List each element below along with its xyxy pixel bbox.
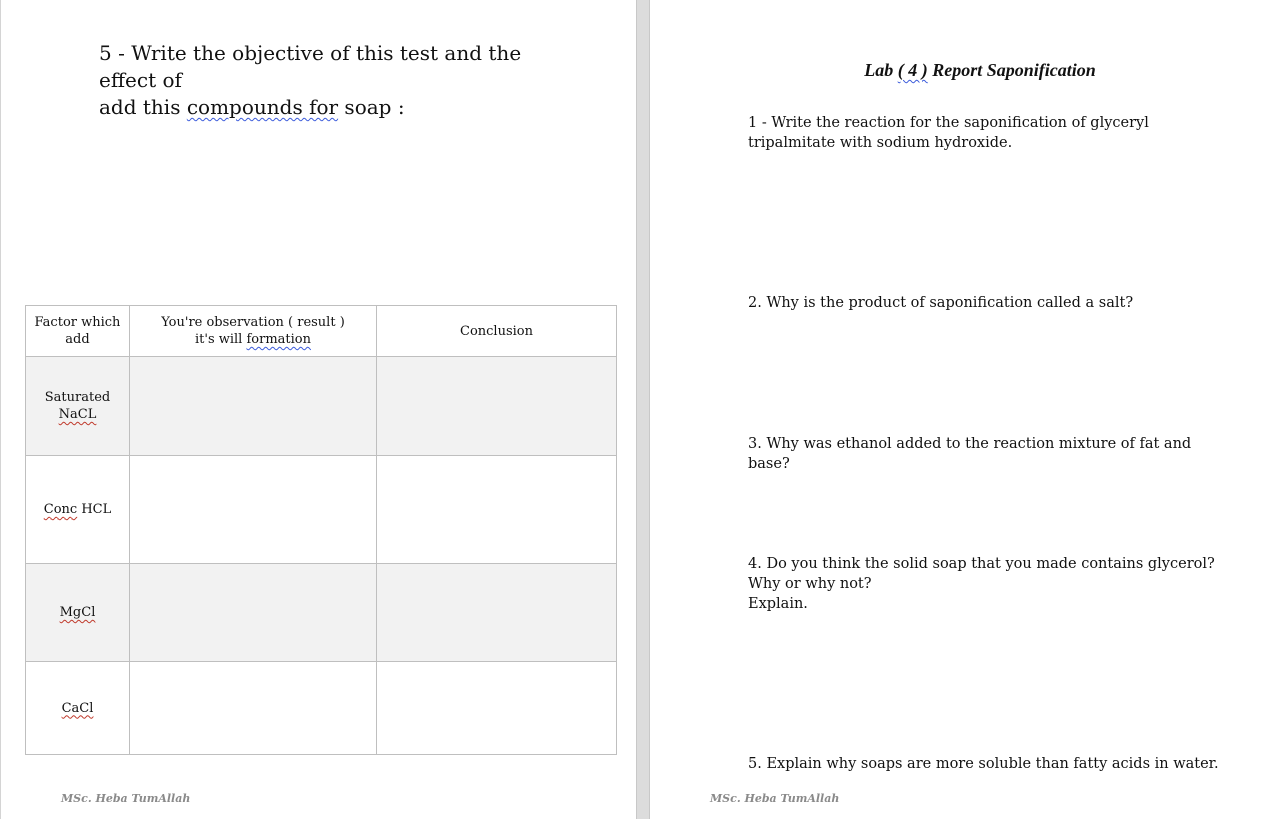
- question-5: [99, 40, 579, 121]
- cell-factor[interactable]: [26, 456, 130, 564]
- table-header-row: [26, 306, 617, 357]
- question-5-right: 5. Explain why soaps are more soluble than fatty acids in water.: [748, 756, 1219, 772]
- lab-title-prefix: Lab: [864, 60, 898, 80]
- grammar-flagged-text: formation: [246, 332, 311, 347]
- table-row: [26, 564, 617, 662]
- grammar-flagged-text: compounds for: [186, 95, 339, 119]
- header-observation-line1: You're observation ( result ): [161, 315, 345, 330]
- page-footer: MSc. Heba TumAllah: [61, 792, 191, 805]
- factor-prefix: Saturated: [44, 390, 111, 405]
- page-right[interactable]: [650, 0, 1285, 819]
- cell-observation[interactable]: [130, 456, 377, 564]
- table-row: [26, 456, 617, 564]
- table-row: [26, 662, 617, 755]
- cell-conclusion[interactable]: [377, 564, 617, 662]
- header-observation-line2-prefix: it's will: [194, 332, 247, 347]
- grammar-flagged-text: ( 4 ): [897, 60, 928, 80]
- page-footer: MSc. Heba TumAllah: [710, 792, 840, 805]
- page-gutter: [636, 0, 650, 819]
- cell-factor[interactable]: [26, 662, 130, 755]
- cell-conclusion[interactable]: [377, 357, 617, 456]
- question-5-line2: [99, 94, 579, 121]
- page-left[interactable]: [0, 0, 636, 819]
- factor-suffix: HCL: [77, 502, 112, 517]
- question-5-line1: 5 - Write the objective of this test and the effect of: [99, 41, 522, 92]
- cell-observation[interactable]: [130, 357, 377, 456]
- question-4-line2: Explain.: [748, 596, 808, 612]
- header-factor-line2: add: [65, 332, 90, 347]
- header-factor-line1: Factor which: [34, 315, 121, 330]
- spelling-flagged-text: NaCL: [58, 407, 97, 422]
- question-5-line2-prefix: add this: [99, 95, 187, 119]
- table-row: [26, 357, 617, 456]
- cell-conclusion[interactable]: [377, 662, 617, 755]
- observation-table: [25, 305, 617, 755]
- cell-observation[interactable]: [130, 564, 377, 662]
- lab-title: [650, 60, 1285, 81]
- lab-title-suffix: Report Saponification: [927, 60, 1096, 80]
- cell-factor[interactable]: [26, 564, 130, 662]
- spelling-flagged-text: MgCl: [59, 605, 96, 620]
- spelling-flagged-text: Conc: [43, 502, 78, 517]
- question-2: 2. Why is the product of saponification called a salt?: [748, 295, 1134, 311]
- question-3: 3. Why was ethanol added to the reaction mixture of fat and base?: [748, 436, 1192, 472]
- question-5-line2-suffix: soap :: [338, 95, 405, 119]
- header-observation[interactable]: [130, 306, 377, 357]
- cell-factor[interactable]: [26, 357, 130, 456]
- header-conclusion[interactable]: Conclusion: [377, 306, 617, 357]
- cell-observation[interactable]: [130, 662, 377, 755]
- header-observation-line2: [134, 331, 372, 348]
- question-4: [748, 554, 1228, 614]
- spelling-flagged-text: CaCl: [61, 700, 94, 716]
- cell-conclusion[interactable]: [377, 456, 617, 564]
- question-1: 1 - Write the reaction for the saponification of glyceryl tripalmitate with sodium hydroxide.: [748, 115, 1149, 151]
- question-4-line1: 4. Do you think the solid soap that you made contains glycerol? Why or why not?: [748, 556, 1215, 592]
- header-factor[interactable]: [26, 306, 130, 357]
